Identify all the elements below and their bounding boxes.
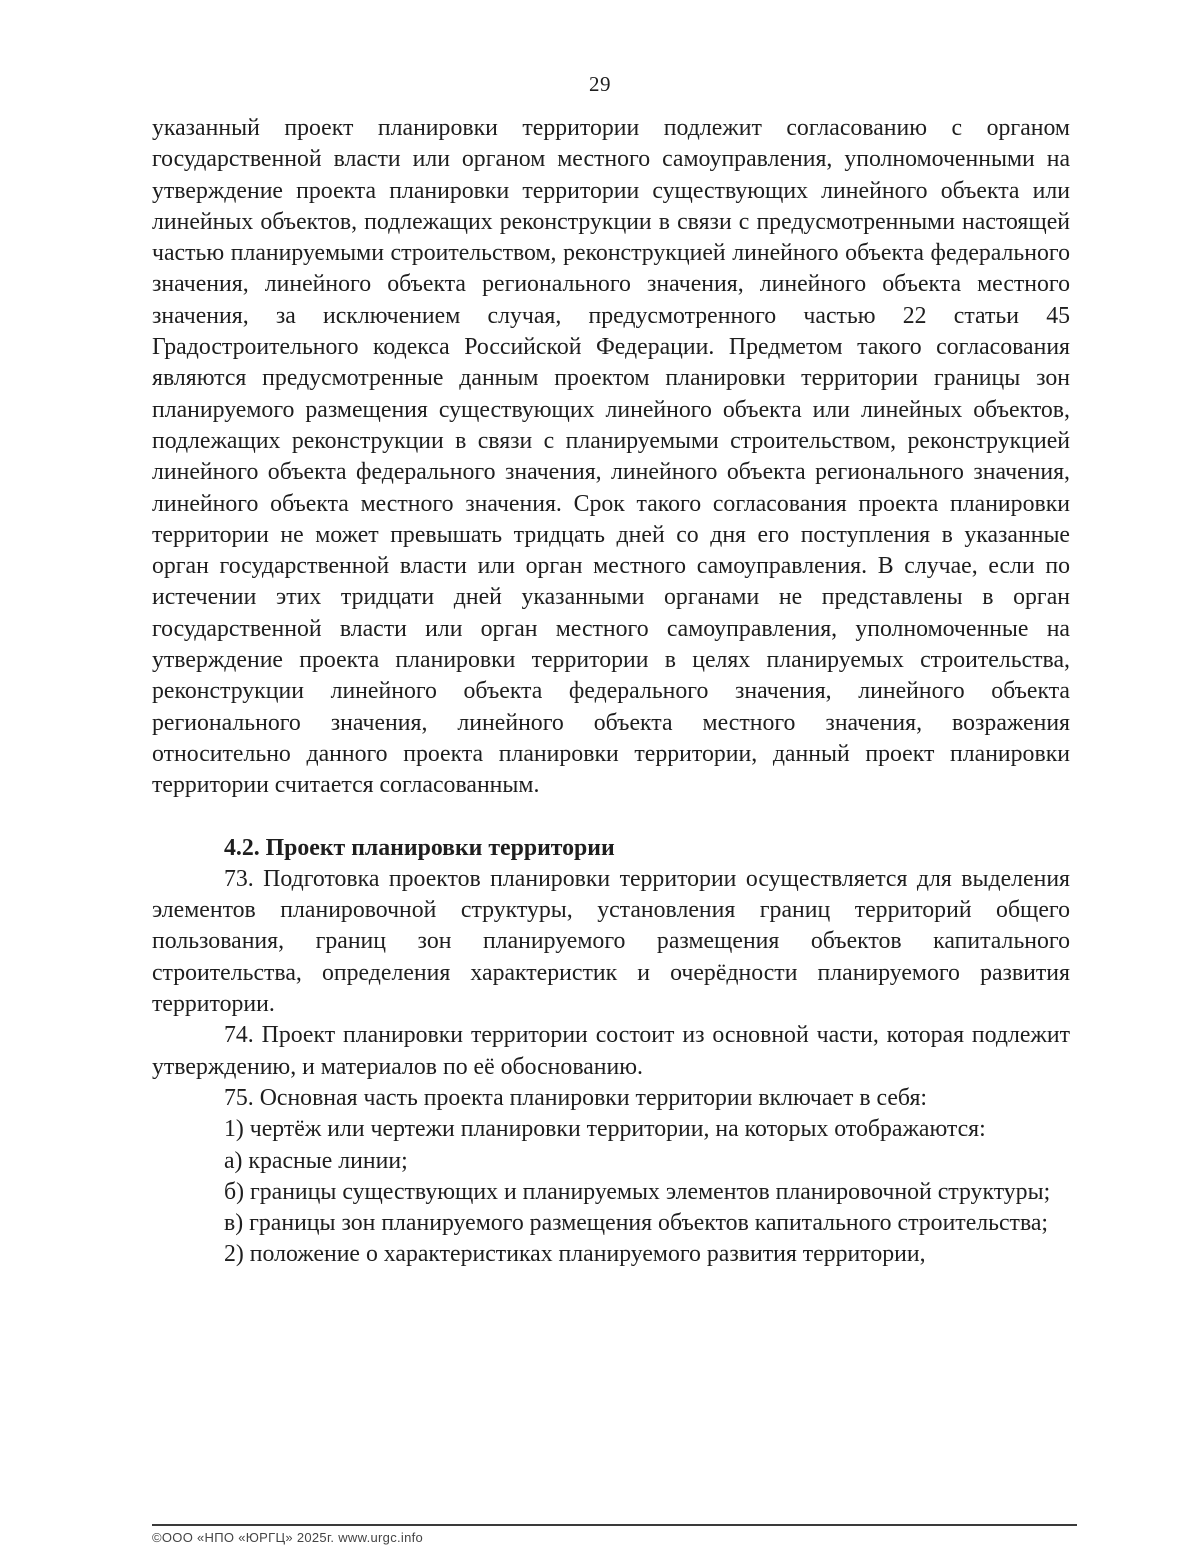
list-item-1a: а) красные линии; [224, 1147, 408, 1174]
page-number: 29 [589, 72, 611, 96]
list-item-2: 2) положение о характеристиках планируемого развития территории, [224, 1241, 926, 1268]
list-item-1: 1) чертёж или чертежи планировки территории, на которых отображаются: [224, 1116, 986, 1143]
list-item-1c: в) границы зон планируемого размещения объектов капитального строительства; [224, 1210, 1049, 1237]
paragraph-74: 74. Проект планировки территории состоит из основной части, которая подлежит утверждению, и материалов по её обоснованию. [152, 1022, 1070, 1080]
document-body [152, 113, 1070, 1271]
section-heading: 4.2. Проект планировки территории [224, 834, 615, 861]
footer-divider [152, 1524, 1077, 1526]
footer-copyright: ©ООО «НПО «ЮРГЦ» 2025г. www.urgc.info [152, 1530, 424, 1545]
paragraph-75: 75. Основная часть проекта планировки территории включает в себя: [224, 1084, 928, 1111]
continuation-paragraph: указанный проект планировки территории подлежит согласованию с органом государственной власти или органом местного самоуправления, уполномоченными на утверждение проекта планировки территории существующих линейного объекта или линейных объектов, подлежащих реконструкции в связи с предусмотренными настоящей частью планируемыми строительством, реконструкцией линейного объекта федерального значения, линейного объекта регионального значения, линейного объекта местного значения, за исключением случая, предусмотренного частью 22 статьи 45 Градостроительного кодекса Российской Федерации. Предметом такого согласования являются предусмотренные данным проектом планировки территории границы зон планируемого размещения существующих линейного объекта или линейных объектов, подлежащих реконструкции в связи с планируемыми строительством, реконструкцией линейного объекта федерального значения, линейного объекта регионального значения, линейного объекта местного значения. Срок такого согласования проекта планировки территории не может превышать тридцать дней со дня его поступления в указанные орган государственной власти или орган местного самоуправления. В случае, если по истечении этих тридцати дней указанными органами не представлены в орган государственной власти или орган местного самоуправления, уполномоченные на утверждение проекта планировки территории в целях планируемых строительства, реконструкции линейного объекта федерального значения, линейного объекта регионального значения, линейного объекта местного значения, возражения относительно данного проекта планировки территории, данный проект планировки территории считается согласованным. [152, 115, 1070, 799]
paragraph-73: 73. Подготовка проектов планировки территории осуществляется для выделения элементов планировочной структуры, установления границ территорий общего пользования, границ зон планируемого размещения объектов капитального строительства, определения характеристик и очерёдности планируемого развития территории. [152, 865, 1070, 1018]
list-item-1b: б) границы существующих и планируемых элементов планировочной структуры; [224, 1178, 1051, 1205]
